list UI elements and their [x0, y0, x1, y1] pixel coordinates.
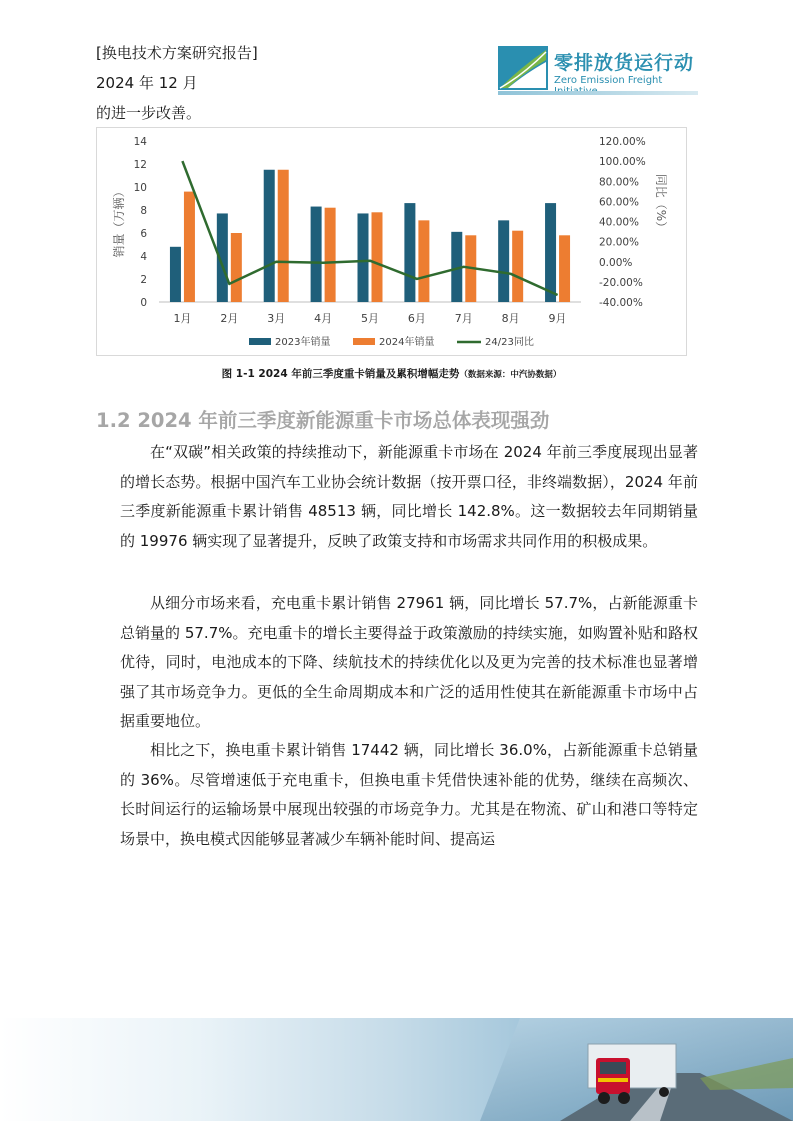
x-tick-label: 2月: [220, 312, 239, 325]
bar-2023: [498, 220, 509, 302]
bar-2023: [311, 207, 322, 302]
logo-en-text: Zero Emission Freight: [554, 75, 663, 86]
caption-main: 图 1-1 2024 年前三季度重卡销量及累积增幅走势: [221, 368, 460, 380]
bar-2024: [278, 170, 289, 302]
bar-2023: [170, 247, 181, 302]
x-tick-label: 3月: [267, 312, 286, 325]
x-tick-label: 6月: [407, 312, 426, 325]
logo-cn-text: 零排放货运行动: [554, 52, 695, 74]
y-tick-label: 10: [133, 182, 147, 194]
legend-label-2023: 2023年销量: [275, 337, 331, 348]
bar-2024: [372, 212, 383, 302]
y-tick-label: 12: [133, 159, 147, 171]
y-tick-label: 6: [140, 228, 147, 240]
y2-tick-label: 40.00%: [599, 216, 640, 229]
y2-tick-label: -20.00%: [599, 276, 643, 289]
bar-2023: [358, 213, 369, 302]
bar-2024: [184, 192, 195, 302]
bar-2023: [404, 203, 415, 302]
x-tick-label: 4月: [314, 312, 333, 325]
y-tick-label: 14: [133, 136, 147, 148]
paragraph-2: 从细分市场来看，充电重卡累计销售 27961 辆，同比增长 57.7%，占新能源重卡总销量的 57.7%。充电重卡的增长主要得益于政策激励的持续实施，如购置补贴和路权优待，同时，电池成本的下降、续航技术的持续优化以及更为完善的技术标准也显著增强了其市场竞争力。更低的全生命周期成本和广泛的适用性使其在新能源重卡市场中占据重要地位。: [120, 594, 698, 731]
bar-2024: [559, 235, 570, 302]
section-title: 1.2 2024 年前三季度新能源重卡市场总体表现强劲: [96, 409, 550, 432]
bar-2023: [545, 203, 556, 302]
bar-2024: [231, 233, 242, 302]
y-axis-title: 销量（万辆）: [112, 185, 126, 258]
sales-chart: [97, 128, 688, 357]
y2-tick-label: -40.00%: [599, 297, 643, 309]
report-date: 2024 年 12 月: [96, 74, 198, 92]
continuation-text: 的进一步改善。: [96, 104, 202, 122]
x-tick-label: 1月: [173, 312, 192, 325]
bar-2024: [512, 231, 523, 302]
legend-swatch-2023: [249, 338, 271, 345]
y2-tick-label: 0.00%: [599, 256, 633, 269]
y2-axis-title: 同比（%）: [654, 173, 668, 234]
legend-label-2024: 2024年销量: [379, 337, 435, 348]
report-title: [换电技术方案研究报告]: [96, 44, 258, 62]
y2-tick-label: 120.00%: [599, 136, 646, 148]
caption-source: （数据来源：中汽协数据）: [459, 370, 562, 380]
footer-banner: [0, 1018, 793, 1121]
y2-tick-label: 100.00%: [599, 156, 646, 169]
x-tick-label: 5月: [361, 312, 379, 325]
x-tick-label: 7月: [454, 312, 473, 325]
paragraph-1: 在“双碳”相关政策的持续推动下，新能源重卡市场在 2024 年前三季度展现出显著的增长态势。根据中国汽车工业协会统计数据（按开票口径，非终端数据），2024 年前三季度新能源重卡累计销售 48513 辆，同比增长 142.8%。这一数据较去年同期销量的 19976 辆实现了显著提升，反映了政策支持和市场需求共同作用的积极成果。: [120, 443, 698, 550]
y-tick-label: 0: [140, 297, 147, 309]
bar-2023: [264, 170, 275, 302]
bar-2024: [325, 208, 336, 302]
chart-frame: [96, 127, 687, 356]
x-tick-label: 8月: [501, 312, 520, 325]
y-tick-label: 2: [140, 274, 147, 286]
y-tick-label: 4: [140, 251, 147, 263]
y-tick-label: 8: [140, 205, 147, 217]
legend-label-yoy: 24/23同比: [485, 337, 534, 348]
y2-tick-label: 20.00%: [599, 236, 640, 249]
footer-truck-image: [0, 1018, 793, 1121]
x-tick-label: 9月: [548, 312, 567, 325]
y2-tick-label: 80.00%: [599, 176, 640, 189]
paragraph-3: 相比之下，换电重卡累计销售 17442 辆，同比增长 36.0%，占新能源重卡总销量的 36%。尽管增速低于充电重卡，但换电重卡凭借快速补能的优势，继续在高频次、长时间运行的运输场景中展现出较强的市场竞争力。尤其是在物流、矿山和港口等特定场景中，换电模式因能够显著减少车辆补能时间、提高运: [120, 741, 698, 848]
logo-mark-icon: [498, 46, 548, 90]
y2-tick-label: 60.00%: [599, 196, 640, 209]
logo: [498, 46, 698, 98]
bar-2024: [418, 220, 429, 302]
legend-swatch-2024: [353, 338, 375, 345]
logo-strip: [498, 91, 698, 95]
figure-caption: [96, 366, 687, 381]
